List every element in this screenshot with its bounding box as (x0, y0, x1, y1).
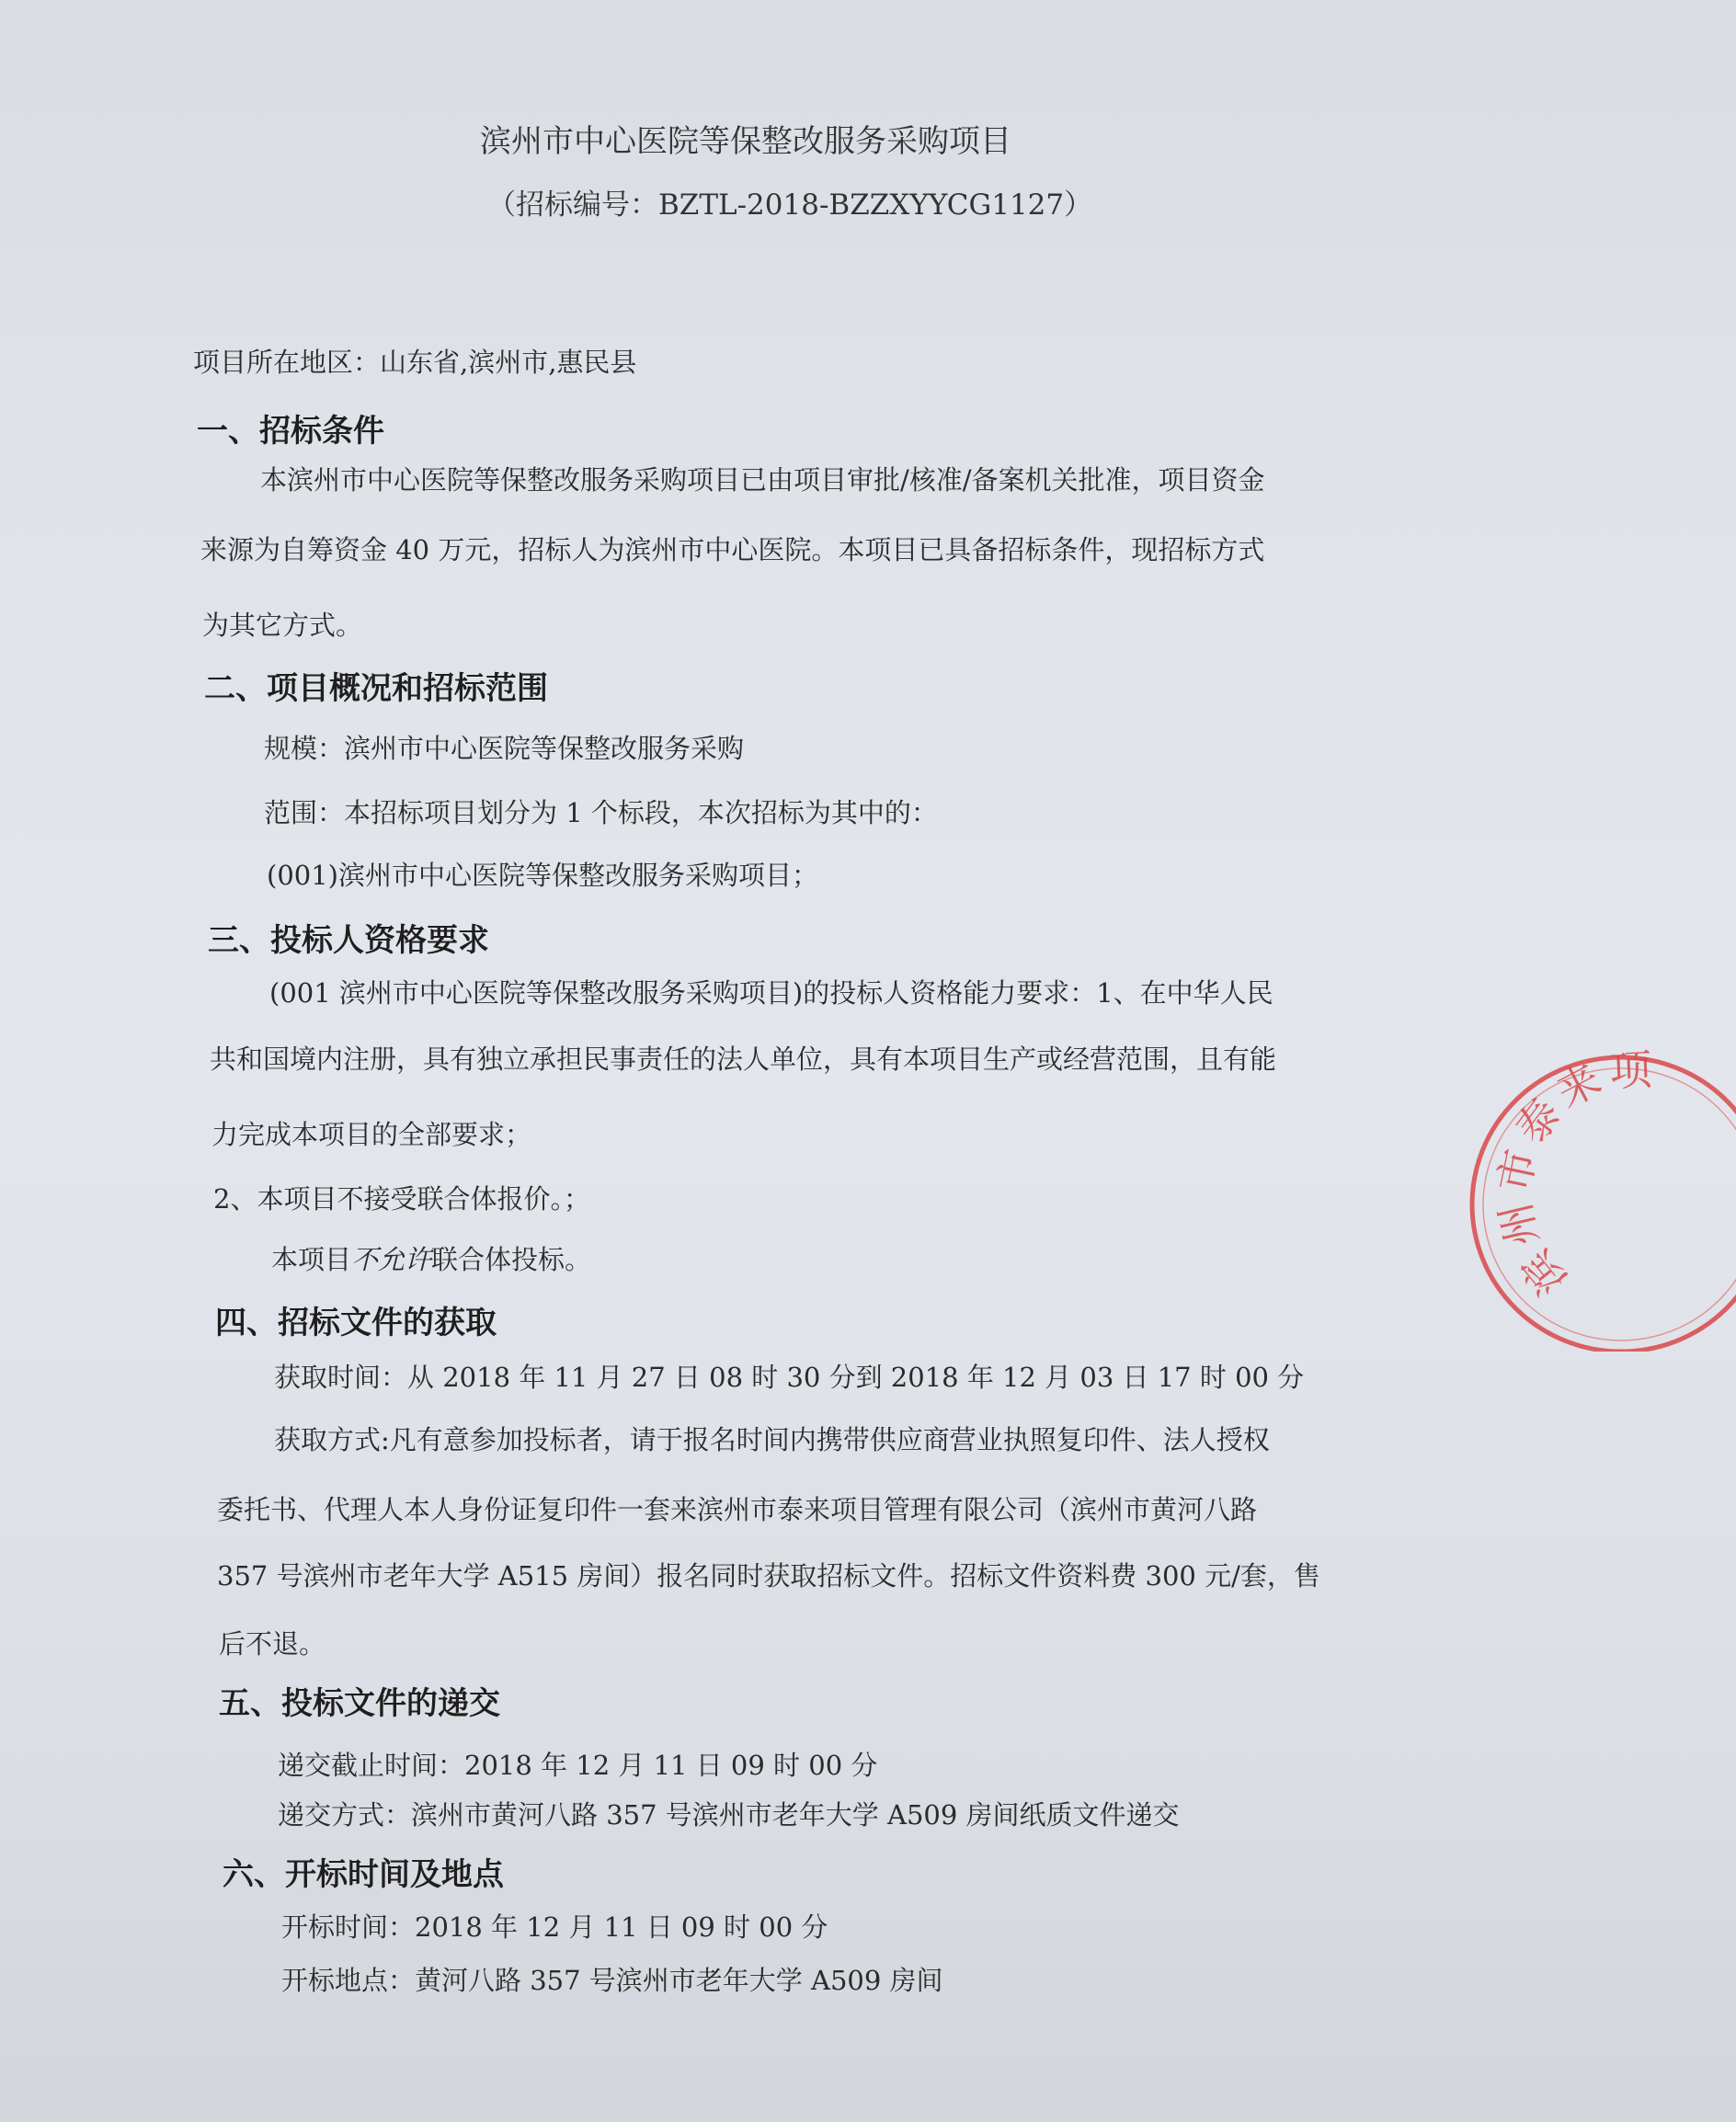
section-3-note-prefix: 本项目 (271, 1244, 352, 1275)
section-6-line-2: 开标地点：黄河八路 357 号滨州市老年大学 A509 房间 (281, 1965, 943, 1996)
section-heading-3: 三、投标人资格要求 (208, 922, 489, 959)
section-2-line-1: 规模：滨州市中心医院等保整改服务采购 (264, 733, 745, 764)
section-3-note (271, 1244, 592, 1275)
section-4-line-4: 357 号滨州市老年大学 A515 房间）报名同时获取招标文件。招标文件资料费 300 元/套，售 (217, 1560, 1320, 1592)
section-heading-2: 二、项目概况和招标范围 (204, 670, 548, 707)
section-1-line-2: 来源为自筹资金 40 万元，招标人为滨州市中心医院。本项目已具备招标条件，现招标方式 (200, 534, 1265, 565)
section-5-line-2: 递交方式：滨州市黄河八路 357 号滨州市老年大学 A509 房间纸质文件递交 (278, 1799, 1180, 1831)
section-heading-1: 一、招标条件 (197, 413, 384, 450)
section-3-note-suffix: 联合体投标。 (431, 1244, 592, 1275)
location-line: 项目所在地区：山东省,滨州市,惠民县 (193, 347, 637, 378)
section-3-line-2: 共和国境内注册，具有独立承担民事责任的法人单位，具有本项目生产或经营范围，且有能 (210, 1044, 1277, 1075)
section-3-line-3: 力完成本项目的全部要求； (211, 1119, 532, 1150)
section-2-line-3: (001)滨州市中心医院等保整改服务采购项目； (267, 860, 818, 891)
section-1-line-3: 为其它方式。 (202, 610, 363, 641)
section-4-line-5: 后不退。 (219, 1628, 326, 1660)
section-4-line-1: 获取时间：从 2018 年 11 月 27 日 08 时 30 分到 2018 年 12 月 03 日 17 时 00 分 (274, 1362, 1305, 1393)
section-heading-6: 六、开标时间及地点 (223, 1856, 504, 1893)
section-2-line-2: 范围：本招标项目划分为 1 个标段，本次招标为其中的： (264, 797, 938, 828)
section-1-line-1: 本滨州市中心医院等保整改服务采购项目已由项目审批/核准/备案机关批准，项目资金 (260, 464, 1265, 496)
section-4-line-3: 委托书、代理人本人身份证复印件一套来滨州市泰来项目管理有限公司（滨州市黄河八路 (217, 1494, 1258, 1525)
seal-text: 滨州市泰来项 (1488, 1048, 1659, 1305)
section-3-note-italic: 不允许 (351, 1244, 432, 1275)
section-heading-5: 五、投标文件的递交 (219, 1685, 500, 1722)
svg-text:滨州市泰来项目 (1460, 1048, 1658, 1305)
section-4-line-2: 获取方式:凡有意参加投标者，请于报名时间内携带供应商营业执照复印件、法人授权 (274, 1424, 1270, 1455)
section-5-line-1: 递交截止时间：2018 年 12 月 11 日 09 时 00 分 (278, 1750, 878, 1781)
document-subtitle: （招标编号：BZTL-2018-BZZXYYCG1127） (487, 188, 1093, 222)
document-title: 滨州市中心医院等保整改服务采购项目 (480, 123, 1011, 160)
section-3-line-1: (001 滨州市中心医院等保整改服务采购项目)的投标人资格能力要求：1、在中华人民 (269, 977, 1273, 1009)
company-seal (1460, 1048, 1736, 1352)
section-3-line-4: 2、本项目不接受联合体报价。； (213, 1183, 590, 1215)
section-heading-4: 四、招标文件的获取 (215, 1305, 497, 1341)
section-6-line-1: 开标时间：2018 年 12 月 11 日 09 时 00 分 (281, 1911, 828, 1943)
